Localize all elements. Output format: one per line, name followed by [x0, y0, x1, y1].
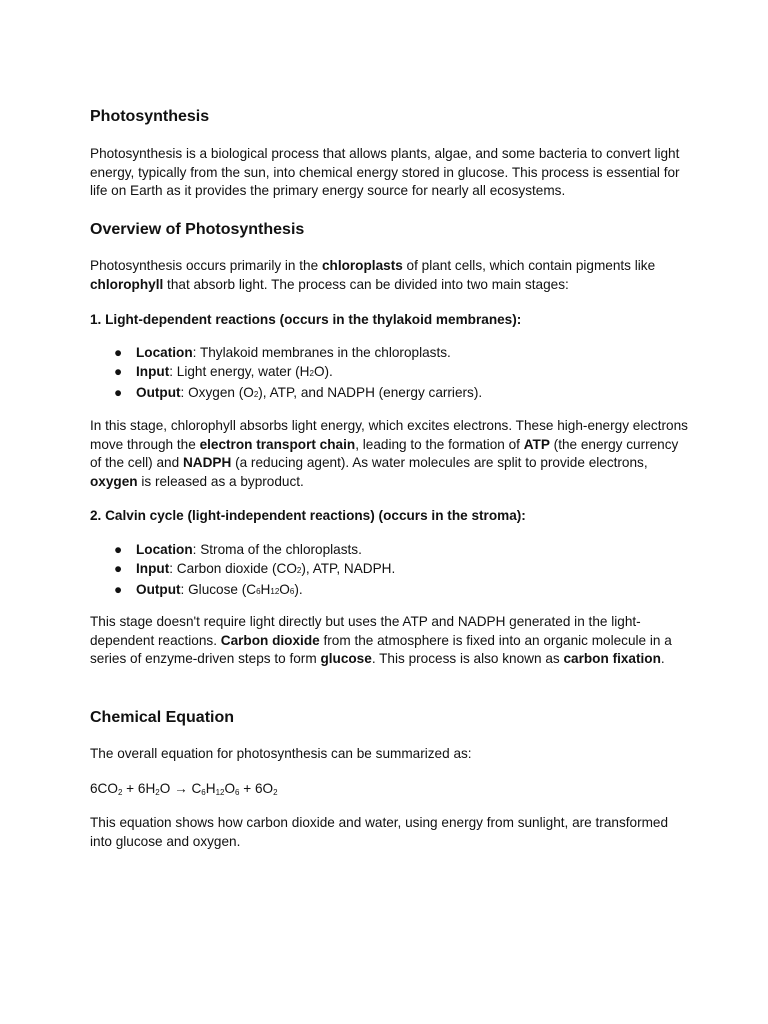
page-title: Photosynthesis — [90, 108, 210, 125]
bullet-icon: ● — [114, 363, 123, 379]
chlorophyll-term: chlorophyll — [90, 276, 164, 292]
chloroplasts-term: chloroplasts — [321, 258, 403, 273]
bullet-icon: ● — [114, 560, 123, 576]
stage2-paragraph: This stage doesn't require light directly but uses the ATP and NADPH generated in the light-dependent reactions. Carbon dioxide from the atmosphere is fixed into an organic molecule in a series of enzyme-driven steps to form glucose. This process is also known as carbon fixation. — [90, 614, 672, 666]
stage1-bullet-list — [90, 344, 690, 404]
list-item: ● Input: Carbon dioxide (CO2), ATP, NADPH. — [90, 560, 690, 581]
equation-explanation: This equation shows how carbon dioxide and water, using energy from sunlight, are transformed into glucose and oxygen. — [90, 815, 669, 849]
list-item: ● Location: Stroma of the chloroplasts. — [90, 541, 690, 560]
chemical-equation-heading: Chemical Equation — [90, 709, 235, 726]
list-item: ● Input: Light energy, water (H2O). — [90, 363, 690, 384]
chemical-equation: $6CO_2 + 6H_2O \to C_6H_{12}O_6 + 6O_2$ — [90, 781, 278, 797]
bullet-icon: ● — [114, 384, 123, 400]
bullet-icon: ● — [114, 542, 123, 557]
list-item: ● Location: Thylakoid membranes in the chloroplasts. — [90, 344, 690, 363]
intro-paragraph: Photosynthesis is a biological process that allows plants, algae, and some bacteria to convert light energy, typically from the sun, into chemical energy stored in glucose. This process is essential for life on Earth as it provides the primary energy source for nearly all ecosystems. — [90, 146, 680, 198]
list-item: ● Output: Glucose (C6H12O6). — [90, 581, 690, 602]
equation-intro: The overall equation for photosynthesis can be summarized as: — [90, 746, 472, 761]
stage1-heading: 1. Light-dependent reactions (occurs in the thylakoid membranes): — [90, 312, 522, 327]
overview-paragraph: Photosynthesis occurs primarily in the chloroplasts of plant cells, which contain pigments like chlorophyll that absorb light. The process can be divided into two main stages: — [90, 258, 656, 292]
overview-heading: Overview of Photosynthesis — [90, 221, 305, 238]
stage2-heading: 2. Calvin cycle (light-independent reactions) (occurs in the stroma): — [90, 508, 526, 523]
stage2-bullet-list — [90, 541, 690, 601]
bullet-icon: ● — [114, 581, 123, 597]
stage1-paragraph: In this stage, chlorophyll absorbs light energy, which excites electrons. These high-energy electrons move through the electron transport chain, leading to the formation of ATP (the energy currency of the cell) and NADPH (a reducing agent). As water molecules are split to provide electrons, oxygen is released as a byproduct. — [90, 418, 688, 489]
list-item: ● Output: Oxygen (O2), ATP, and NADPH (energy carriers). — [90, 384, 690, 405]
bullet-icon: ● — [114, 345, 123, 360]
